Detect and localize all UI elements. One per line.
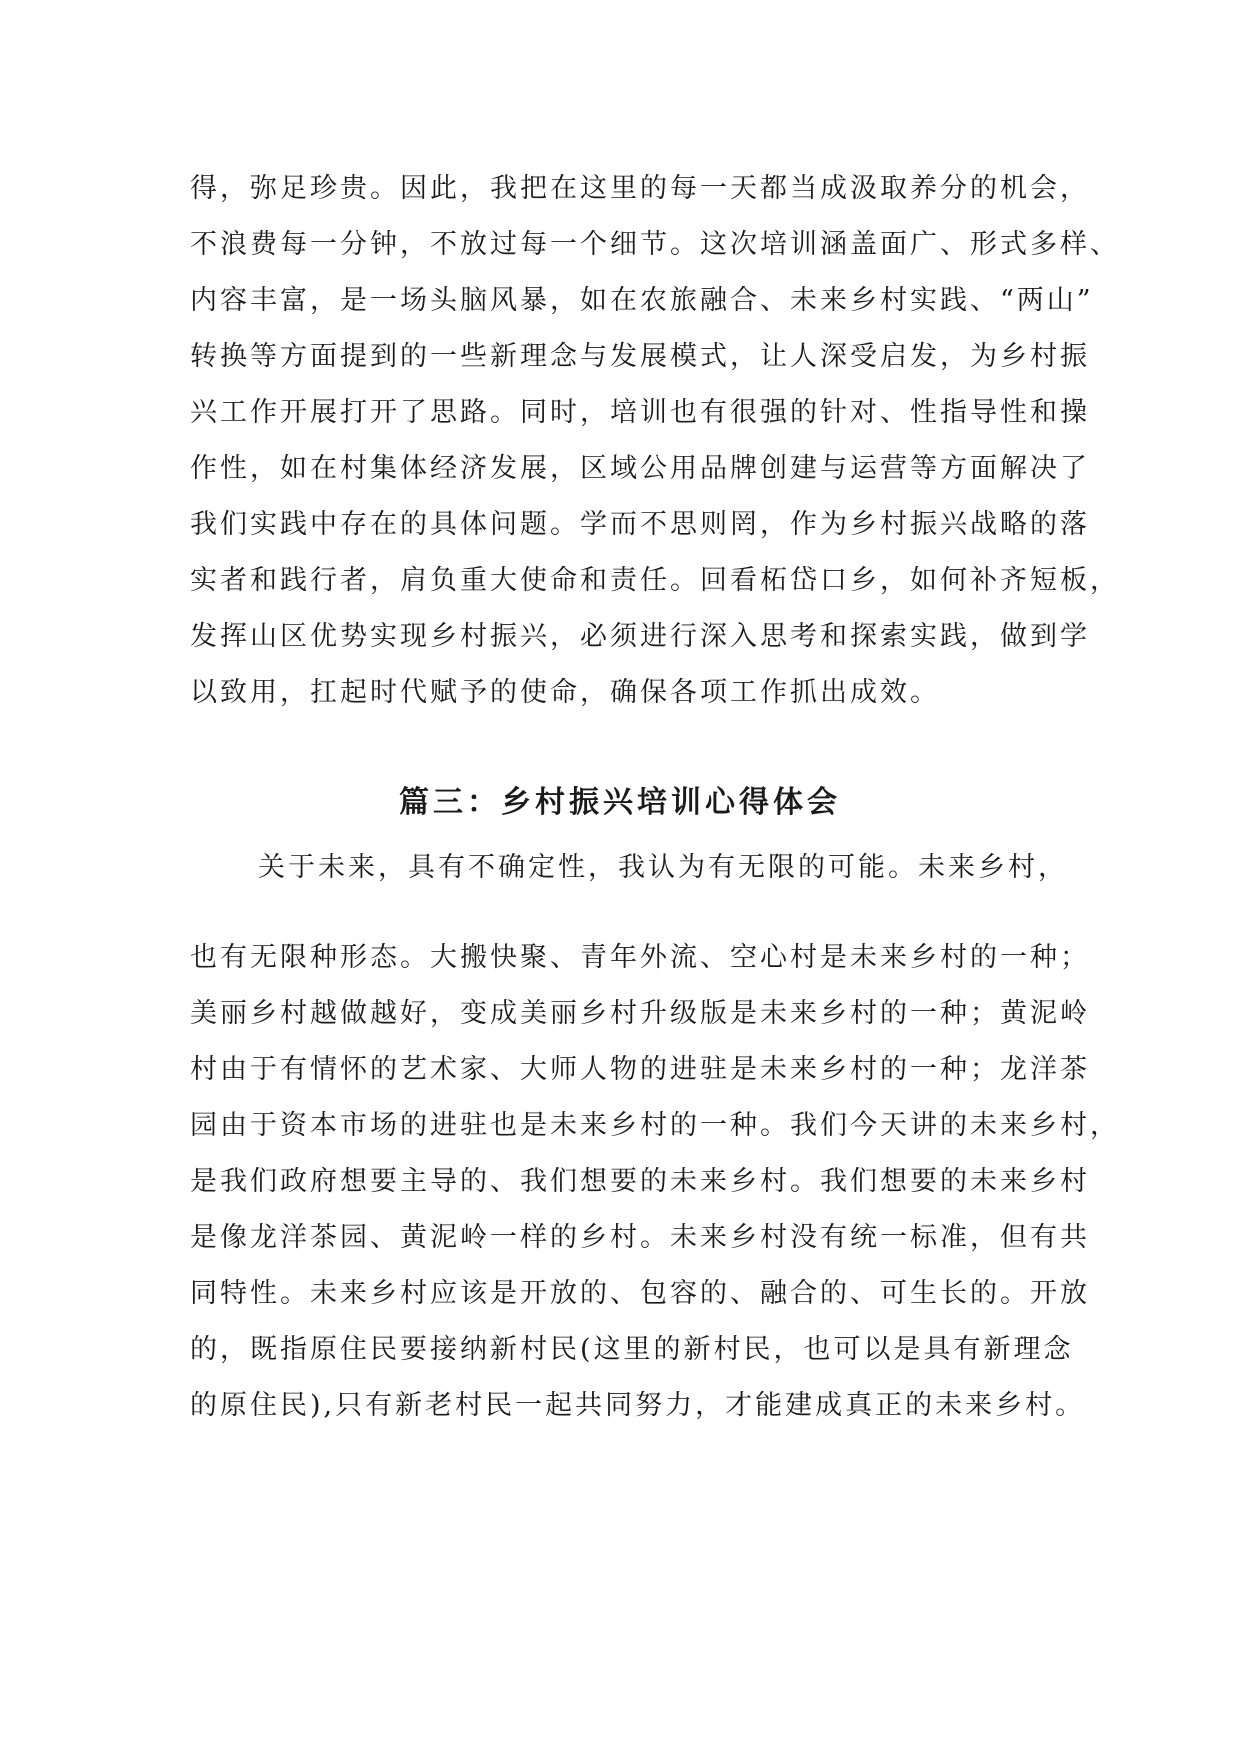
- paragraph-line: 得，弥足珍贵。因此，我把在这里的每一天都当成汲取养分的机会，: [190, 173, 1090, 204]
- paragraph-line: 园由于资本市场的进驻也是未来乡村的一种。我们今天讲的未来乡村，: [190, 1110, 1120, 1141]
- paragraph-line: 以致用，扛起时代赋予的使命，确保各项工作抓出成效。: [190, 677, 940, 708]
- paragraph-line: 的原住民),只有新老村民一起共同努力，才能建成真正的未来乡村。: [190, 1390, 1086, 1421]
- paragraph-first-line: 关于未来，具有不确定性，我认为有无限的可能。未来乡村，: [258, 852, 1068, 883]
- paragraph-line: 转换等方面提到的一些新理念与发展模式，让人深受启发，为乡村振: [190, 341, 1090, 372]
- paragraph-line: 村由于有情怀的艺术家、大师人物的进驻是未来乡村的一种；龙洋茶: [190, 1054, 1090, 1085]
- paragraph-line: 发挥山区优势实现乡村振兴，必须进行深入思考和探索实践，做到学: [190, 621, 1090, 652]
- paragraph-line: 我们实践中存在的具体问题。学而不思则罔，作为乡村振兴战略的落: [190, 509, 1090, 540]
- paragraph-line: 是像龙洋茶园、黄泥岭一样的乡村。未来乡村没有统一标准，但有共: [190, 1222, 1090, 1253]
- paragraph-line: 同特性。未来乡村应该是开放的、包容的、融合的、可生长的。开放: [190, 1278, 1090, 1309]
- paragraph-line: 的，既指原住民要接纳新村民(这里的新村民，也可以是具有新理念: [190, 1334, 1074, 1365]
- paragraph-line: 兴工作开展打开了思路。同时，培训也有很强的针对、性指导性和操: [190, 397, 1090, 428]
- paragraph-line: 实者和践行者，肩负重大使命和责任。回看柘岱口乡，如何补齐短板，: [190, 565, 1120, 596]
- section-heading: 篇三：乡村振兴培训心得体会: [399, 785, 841, 820]
- paragraph-line: 也有无限种形态。大搬快聚、青年外流、空心村是未来乡村的一种；: [190, 942, 1090, 973]
- paragraph-line: 内容丰富，是一场头脑风暴，如在农旅融合、未来乡村实践、“两山”: [190, 285, 1094, 316]
- paragraph-line: 美丽乡村越做越好，变成美丽乡村升级版是未来乡村的一种；黄泥岭: [190, 998, 1090, 1029]
- paragraph-continued: [190, 161, 1120, 721]
- paragraph-body: [190, 930, 1120, 1434]
- paragraph-line: 不浪费每一分钟，不放过每一个细节。这次培训涵盖面广、形式多样、: [190, 229, 1120, 260]
- paragraph-line: 是我们政府想要主导的、我们想要的未来乡村。我们想要的未来乡村: [190, 1166, 1090, 1197]
- paragraph-line: 作性，如在村集体经济发展，区域公用品牌创建与运营等方面解决了: [190, 453, 1090, 484]
